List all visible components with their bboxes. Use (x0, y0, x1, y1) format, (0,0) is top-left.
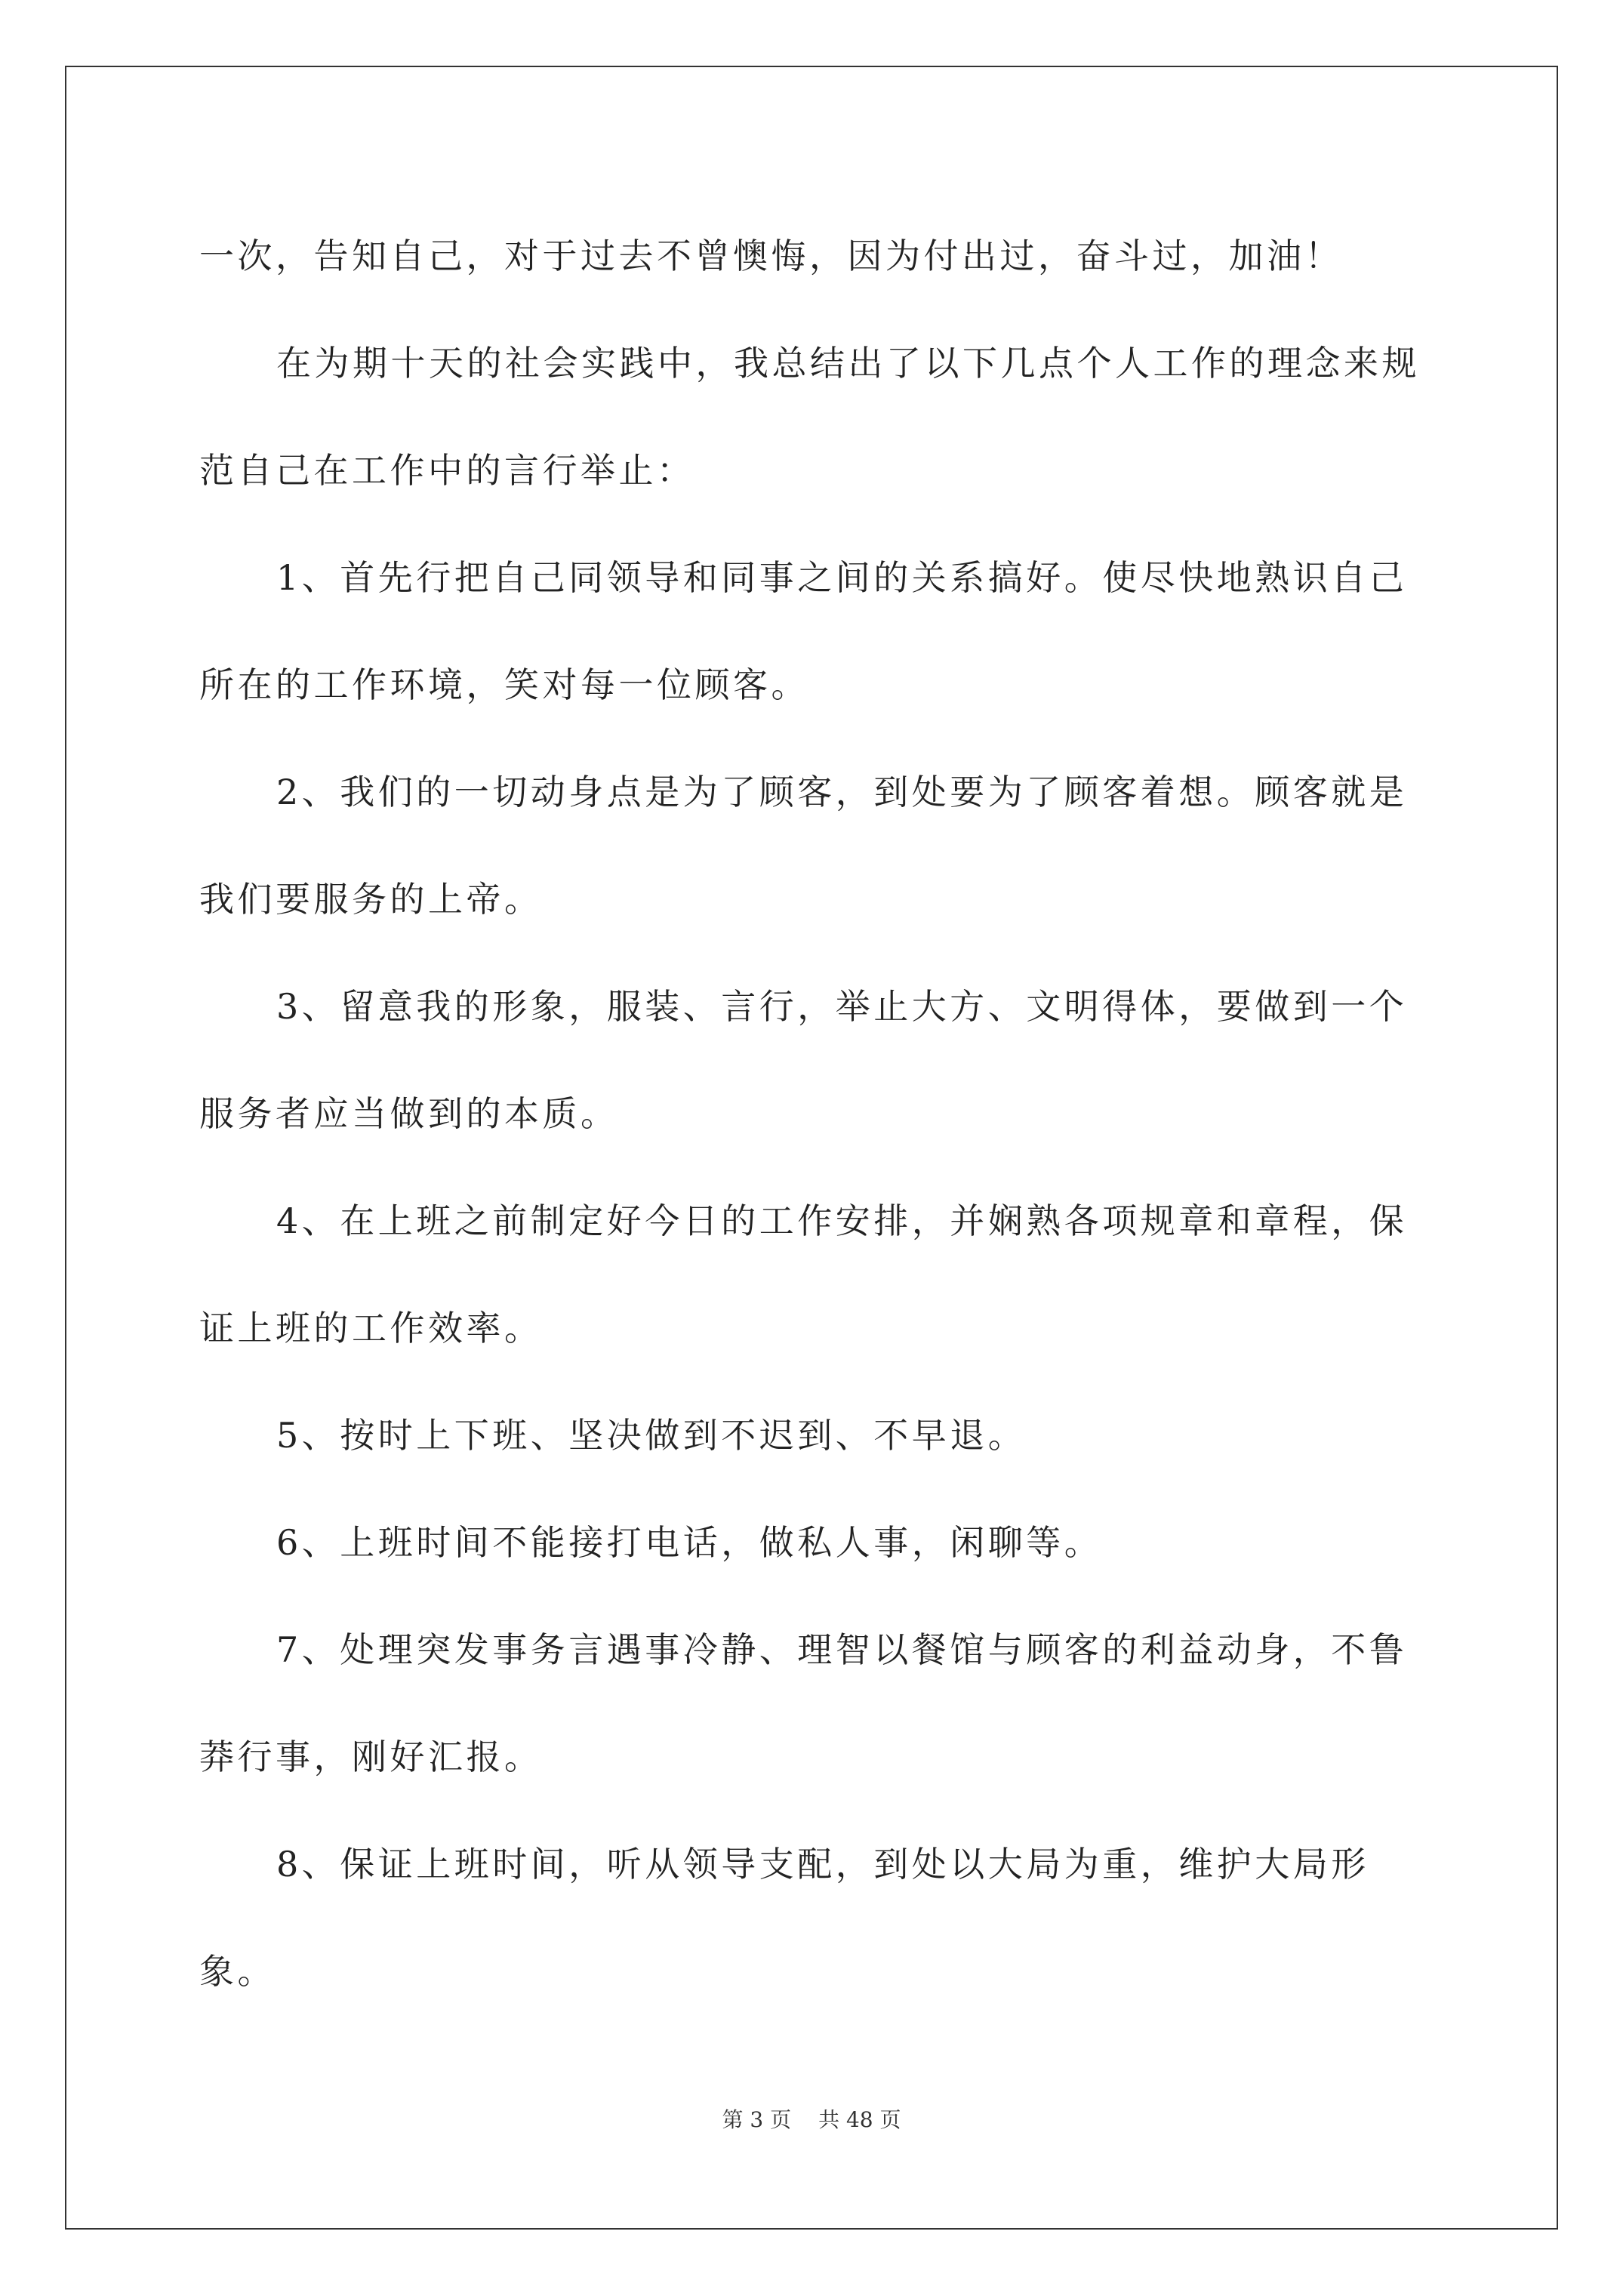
page-total: 共 48 页 (818, 2107, 901, 2132)
page-number: 第 3 页 (722, 2107, 792, 2132)
paragraph-6: 4、在上班之前制定好今日的工作安排，并娴熟各项规章和章程，保证上班的工作效率。 (199, 1200, 1408, 1348)
paragraph-3: 1、首先行把自己同领导和同事之间的关系搞好。使尽快地熟识自己所在的工作环境，笑对每一位顾客。 (199, 557, 1408, 705)
paragraph-10: 8、保证上班时间，听从领导支配，到处以大局为重，维护大局形象。 (199, 1844, 1369, 1992)
paragraph-8: 6、上班时间不能接打电话，做私人事，闲聊等。 (276, 1522, 1103, 1563)
page-footer (0, 2105, 1623, 2135)
paragraph-9: 7、处理突发事务言遇事冷静、理智以餐馆与顾客的利益动身，不鲁莽行事，刚好汇报。 (199, 1629, 1408, 1777)
paragraph-1: 一次，告知自己，对于过去不曾懊悔，因为付出过，奋斗过，加油！ (199, 236, 1343, 276)
paragraph-7: 5、按时上下班、坚决做到不迟到、不早退。 (276, 1415, 1027, 1456)
paragraph-5: 3、留意我的形象，服装、言行，举止大方、文明得体，要做到一个服务者应当做到的本质。 (199, 986, 1408, 1134)
paragraph-2: 在为期十天的社会实践中，我总结出了以下几点个人工作的理念来规范自己在工作中的言行举止： (199, 343, 1420, 491)
paragraph-4: 2、我们的一切动身点是为了顾客，到处要为了顾客着想。顾客就是我们要服务的上帝。 (199, 772, 1408, 920)
document-body (199, 202, 1434, 2025)
